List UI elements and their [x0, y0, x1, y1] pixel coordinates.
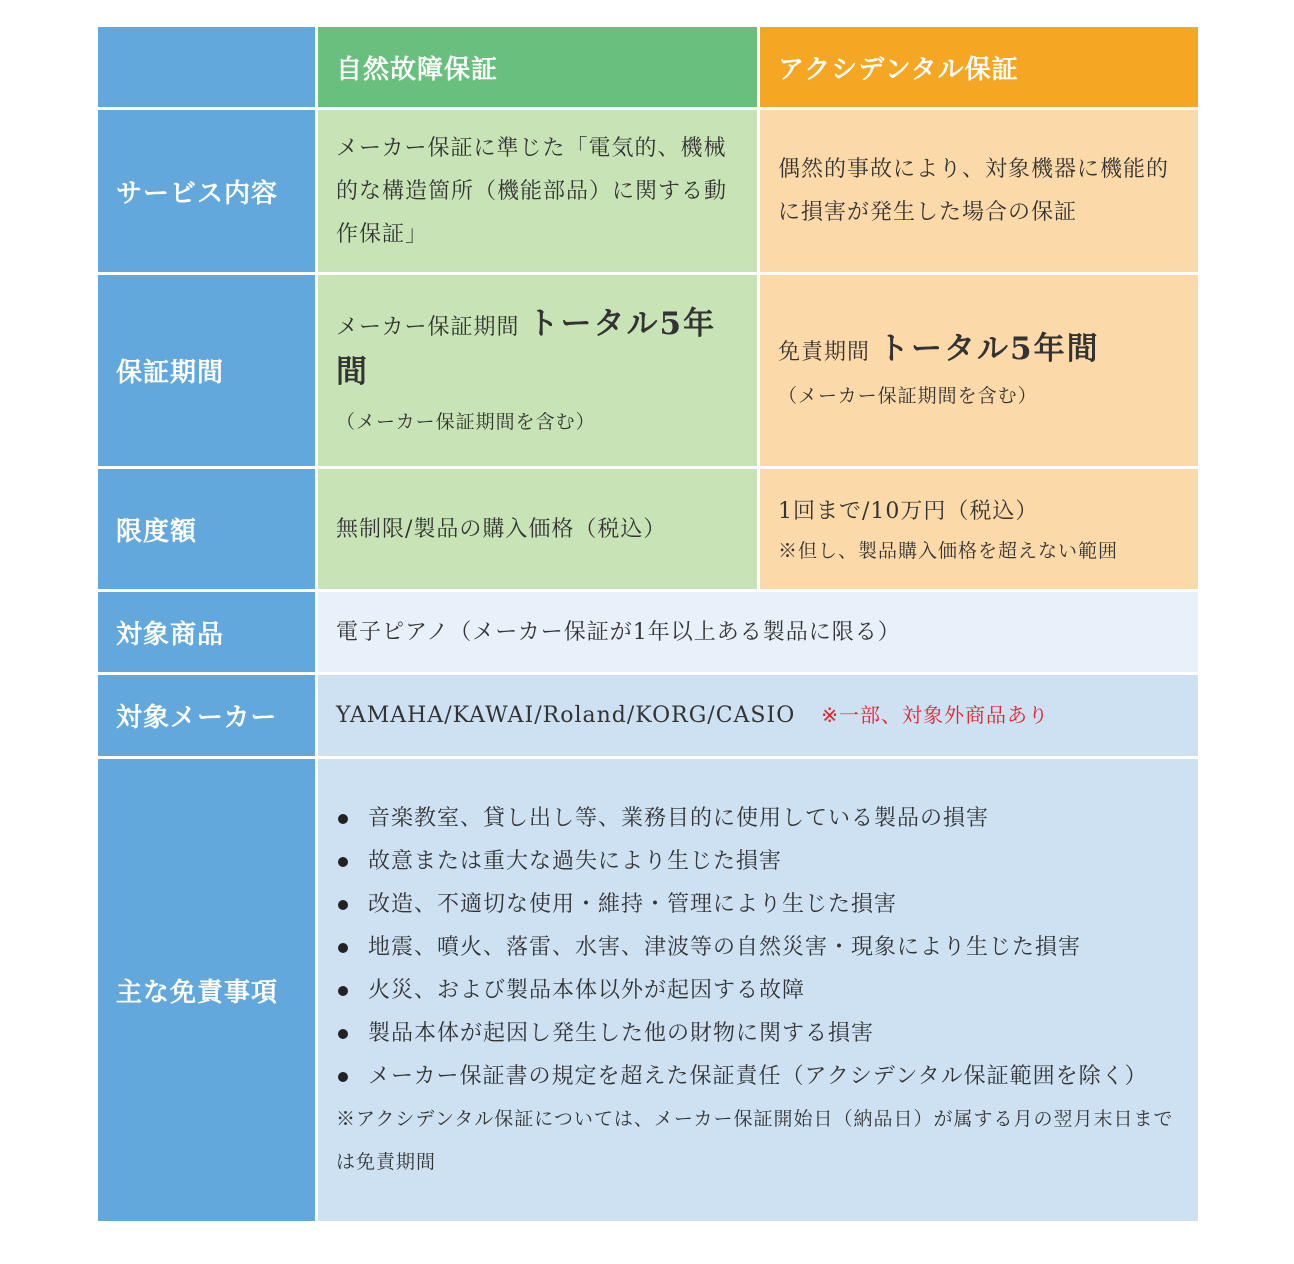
list-item [336, 969, 1176, 1012]
products-cell [318, 592, 1198, 672]
list-item [336, 1055, 1176, 1098]
makers-cell [318, 675, 1198, 756]
period-natural-cell [318, 275, 757, 466]
makers-text: YAMAHA/KAWAI/Roland/KORG/CASIO [336, 703, 796, 728]
service-natural-cell [318, 110, 757, 272]
period-natural-line [336, 302, 739, 398]
limit-accidental-cell [760, 469, 1198, 589]
exclusion-text: メーカー保証書の規定を超えた保証責任（アクシデンタル保証範囲を除く） [368, 1063, 1148, 1089]
column-header-natural-label: 自然故障保証 [336, 54, 499, 85]
exclusion-text: 改造、不適切な使用・維持・管理により生じた損害 [368, 891, 898, 917]
period-accidental-line [778, 328, 1180, 374]
limit-natural-text: 無制限/製品の購入価格（税込） [336, 516, 667, 542]
row-header-products-label: 対象商品 [116, 619, 225, 650]
table-corner [98, 27, 315, 107]
exclusions-note: ※アクシデンタル保証については、メーカー保証開始日（納品日）が属する月の翌月末日までは免責期間 [336, 1107, 1174, 1173]
list-item [336, 1012, 1176, 1055]
warranty-table [98, 27, 1195, 1221]
bullet-icon [338, 1072, 348, 1082]
bullet-icon [338, 943, 348, 953]
period-natural-prefix: メーカー保証期間 [336, 314, 520, 340]
row-header-makers-label: 対象メーカー [116, 703, 278, 733]
period-accidental-note: （メーカー保証期間を含む） [778, 384, 1038, 407]
exclusion-text: 火災、および製品本体以外が起因する故障 [368, 977, 806, 1003]
row-header-service [98, 110, 315, 272]
column-header-accidental [760, 27, 1198, 107]
bullet-icon [338, 814, 348, 824]
period-accidental-emphasis: トータル5年間 [878, 330, 1100, 367]
list-item [336, 926, 1176, 969]
list-item [336, 840, 1176, 883]
row-header-limit [98, 469, 315, 589]
exclusions-list [336, 797, 1176, 1098]
exclusion-text: 音楽教室、貸し出し等、業務目的に使用している製品の損害 [368, 805, 990, 831]
limit-accidental-text: 1回まで/10万円（税込） [778, 498, 1039, 524]
makers-note: ※一部、対象外商品あり [821, 703, 1049, 727]
exclusion-text: 地震、噴火、落雷、水害、津波等の自然災害・現象により生じた損害 [368, 934, 1082, 960]
exclusion-text: 故意または重大な過失により生じた損害 [368, 848, 783, 874]
list-item [336, 797, 1176, 840]
exclusions-cell [318, 759, 1198, 1221]
products-text: 電子ピアノ（メーカー保証が1年以上ある製品に限る） [336, 619, 901, 645]
period-natural-emphasis: トータル5年間 [336, 305, 717, 390]
row-header-limit-label: 限度額 [116, 516, 198, 547]
limit-natural-cell [318, 469, 757, 589]
row-header-period-label: 保証期間 [116, 358, 225, 388]
exclusion-text: 製品本体が起因し発生した他の財物に関する損害 [368, 1020, 875, 1046]
service-natural-text: メーカー保証に準じた「電気的、機械的な構造箇所（機能部品）に関する動作保証」 [336, 135, 728, 247]
service-accidental-text: 偶然的事故により、対象機器に機能的に損害が発生した場合の保証 [778, 157, 1170, 225]
period-accidental-cell [760, 275, 1198, 466]
row-header-period [98, 275, 315, 466]
row-header-products [98, 592, 315, 672]
period-accidental-prefix: 免責期間 [778, 339, 871, 365]
period-natural-note: （メーカー保証期間を含む） [336, 410, 596, 433]
bullet-icon [338, 986, 348, 996]
bullet-icon [338, 1029, 348, 1039]
bullet-icon [338, 900, 348, 910]
row-header-exclusions [98, 759, 315, 1221]
makers-line [336, 694, 1180, 737]
row-header-service-label: サービス内容 [116, 178, 279, 209]
bullet-icon [338, 857, 348, 867]
list-item [336, 883, 1176, 926]
row-header-exclusions-label: 主な免責事項 [116, 977, 279, 1008]
limit-accidental-note: ※但し、製品購入価格を超えない範囲 [778, 539, 1119, 562]
row-header-makers [98, 675, 315, 756]
column-header-accidental-label: アクシデンタル保証 [778, 54, 1019, 85]
column-header-natural [318, 27, 757, 107]
service-accidental-cell [760, 110, 1198, 272]
